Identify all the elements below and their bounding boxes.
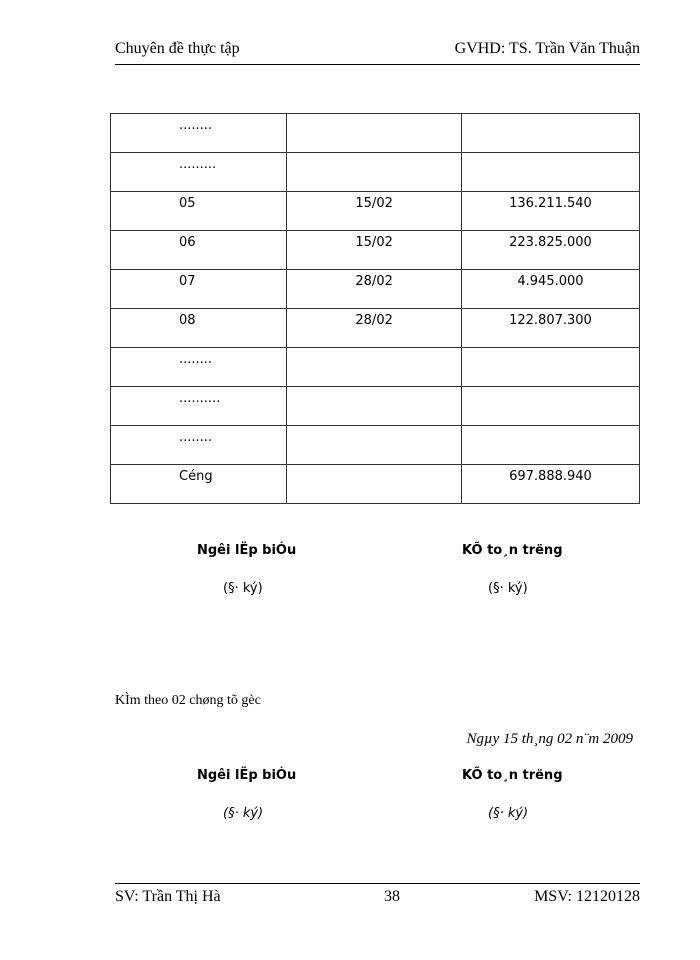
table-cell: 122.807.300 [461, 309, 639, 348]
table-row [111, 309, 640, 348]
table-cell [287, 465, 462, 504]
footer-student-id: MSV: 12120128 [534, 888, 640, 905]
table-cell: 28/02 [287, 309, 462, 348]
preparer-signed-note: (§· ký) [223, 581, 263, 596]
table-cell: 06 [111, 231, 287, 270]
table-cell: 15/02 [287, 192, 462, 231]
chief-accountant-title: KÕ to¸n trëng [462, 543, 563, 558]
table-cell: 05 [111, 192, 287, 231]
table-cell: 15/02 [287, 231, 462, 270]
header-title: Chuyên đề thực tập [115, 40, 240, 57]
preparer-signed-note-bottom: (§· ký) [223, 806, 264, 821]
table-cell: ......... [111, 153, 287, 192]
table-cell: .......... [111, 387, 287, 426]
table-row [111, 426, 640, 465]
table-cell [287, 114, 462, 153]
page-header [115, 40, 640, 65]
table-cell: 697.888.940 [461, 465, 639, 504]
table-cell: 4.945.000 [461, 270, 639, 309]
table-row [111, 270, 640, 309]
table-cell: 07 [111, 270, 287, 309]
chief-accountant-signed-note: (§· ký) [488, 581, 528, 596]
table-row [111, 192, 640, 231]
table-cell [461, 153, 639, 192]
table-cell: ........ [111, 114, 287, 153]
table-cell: ........ [111, 426, 287, 465]
table-cell [461, 348, 639, 387]
table-cell: ........ [111, 348, 287, 387]
page-number: 38 [384, 888, 400, 905]
table-row [111, 348, 640, 387]
table-cell: 28/02 [287, 270, 462, 309]
footer-student: SV: Trần Thị Hà [115, 888, 221, 905]
ledger-table [110, 113, 640, 504]
preparer-title: Ngêi lËp biÓu [197, 543, 297, 558]
table-cell: Céng [111, 465, 287, 504]
table-row [111, 153, 640, 192]
table-row [111, 114, 640, 153]
date-line: Ngµy 15 th¸ng 02 n¨m 2009 [466, 731, 633, 747]
table-row [111, 387, 640, 426]
chief-accountant-title-bottom: KÕ to¸n trëng [462, 768, 563, 783]
chief-accountant-signed-note-bottom: (§· ký) [488, 806, 529, 821]
table-cell [287, 348, 462, 387]
table-cell: 136.211.540 [461, 192, 639, 231]
table-cell [287, 153, 462, 192]
table-total-row [111, 465, 640, 504]
table-cell [461, 114, 639, 153]
page-footer [115, 883, 640, 908]
table-cell: 08 [111, 309, 287, 348]
preparer-title-bottom: Ngêi lËp biÓu [197, 768, 297, 783]
table-cell [287, 426, 462, 465]
table-cell: 223.825.000 [461, 231, 639, 270]
attachment-note: KÌm theo 02 chøng tõ gèc [115, 693, 261, 708]
table-row [111, 231, 640, 270]
table-cell [461, 426, 639, 465]
table-cell [461, 387, 639, 426]
header-advisor: GVHD: TS. Trần Văn Thuận [454, 40, 640, 57]
table-cell [287, 387, 462, 426]
